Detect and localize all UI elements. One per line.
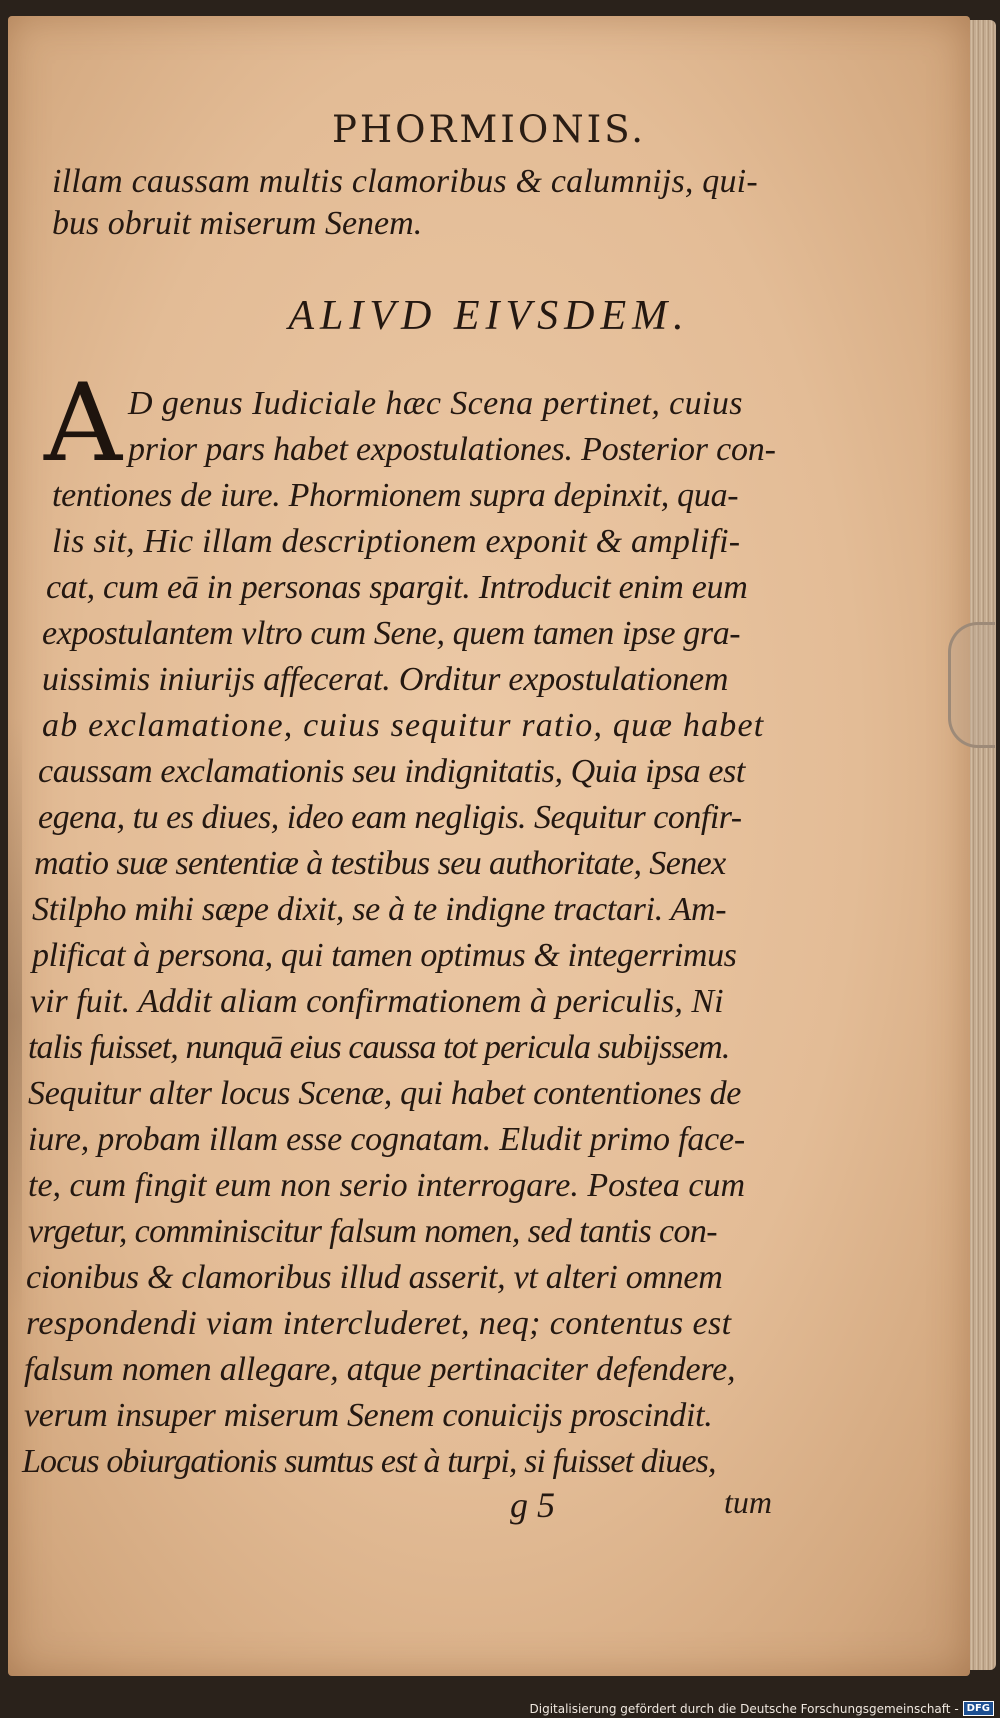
text-line: lis sit, Hic illam descriptionem exponit & amplifi- <box>52 523 741 560</box>
dfg-logo: DFG <box>963 1701 994 1716</box>
text-line: D genus Iudiciale hæc Scena pertinet, cuius <box>128 385 743 422</box>
text-line: egena, tu es diues, ideo eam negligis. Sequitur confir- <box>38 799 742 836</box>
text-line: iure, probam illam esse cognatam. Eludit primo face- <box>28 1121 746 1158</box>
text-line: falsum nomen allegare, atque pertinaciter defendere, <box>24 1351 736 1388</box>
credit-text: Digitalisierung gefördert durch die Deutsche Forschungsgemeinschaft - <box>529 1701 959 1716</box>
catchword: tum <box>724 1484 772 1520</box>
text-line: te, cum fingit eum non serio interrogare. Postea cum <box>28 1167 746 1204</box>
section-heading: ALIVD EIVSDEM. <box>288 293 690 339</box>
text-line: Locus obiurgationis sumtus est à turpi, si fuisset diues, <box>22 1443 716 1480</box>
intro-line: illam caussam multis clamoribus & calumnijs, qui- <box>52 163 758 200</box>
text-line: tentiones de iure. Phormionem supra depinxit, qua- <box>52 477 739 514</box>
text-line: Stilpho mihi sæpe dixit, se à te indigne tractari. Am- <box>32 891 727 928</box>
text-line: Sequitur alter locus Scenæ, qui habet contentiones de <box>28 1075 742 1112</box>
page-left-shadow <box>8 716 22 1316</box>
text-line: cionibus & clamoribus illud asserit, vt alteri omnem <box>26 1259 723 1296</box>
book-clasp <box>948 622 995 748</box>
text-line: vir fuit. Addit aliam confirmationem à periculis, Ni <box>30 983 724 1020</box>
text-line: expostulantem vltro cum Sene, quem tamen ipse gra- <box>42 615 741 652</box>
running-head: PHORMIONIS. <box>332 108 646 151</box>
book-page <box>8 16 970 1676</box>
text-line: uissimis iniurijs affecerat. Orditur expostulationem <box>42 661 729 698</box>
text-line: verum insuper miserum Senem conuicijs proscindit. <box>24 1397 713 1434</box>
text-line: prior pars habet expostulationes. Posterior con- <box>128 431 776 468</box>
digitization-credit <box>530 1701 995 1716</box>
text-line: cat, cum eā in personas spargit. Introducit enim eum <box>46 569 748 606</box>
text-line: respondendi viam intercluderet, neq; contentus est <box>26 1305 732 1342</box>
text-line: vrgetur, comminiscitur falsum nomen, sed tantis con- <box>28 1213 718 1250</box>
text-line: caussam exclamationis seu indignitatis, Quia ipsa est <box>38 753 745 790</box>
text-line: plificat à persona, qui tamen optimus & integerrimus <box>32 937 737 974</box>
text-line: ab exclamatione, cuius sequitur ratio, quæ habet <box>42 707 765 744</box>
text-line: talis fuisset, nunquā eius caussa tot pericula subijssem. <box>28 1029 730 1066</box>
page-block-edge <box>970 20 996 1670</box>
signature-mark: g 5 <box>510 1485 555 1525</box>
text-line: matio suæ sententiæ à testibus seu authoritate, Senex <box>34 845 726 882</box>
drop-cap-initial: A <box>44 361 122 486</box>
intro-line: bus obruit miserum Senem. <box>52 205 423 242</box>
